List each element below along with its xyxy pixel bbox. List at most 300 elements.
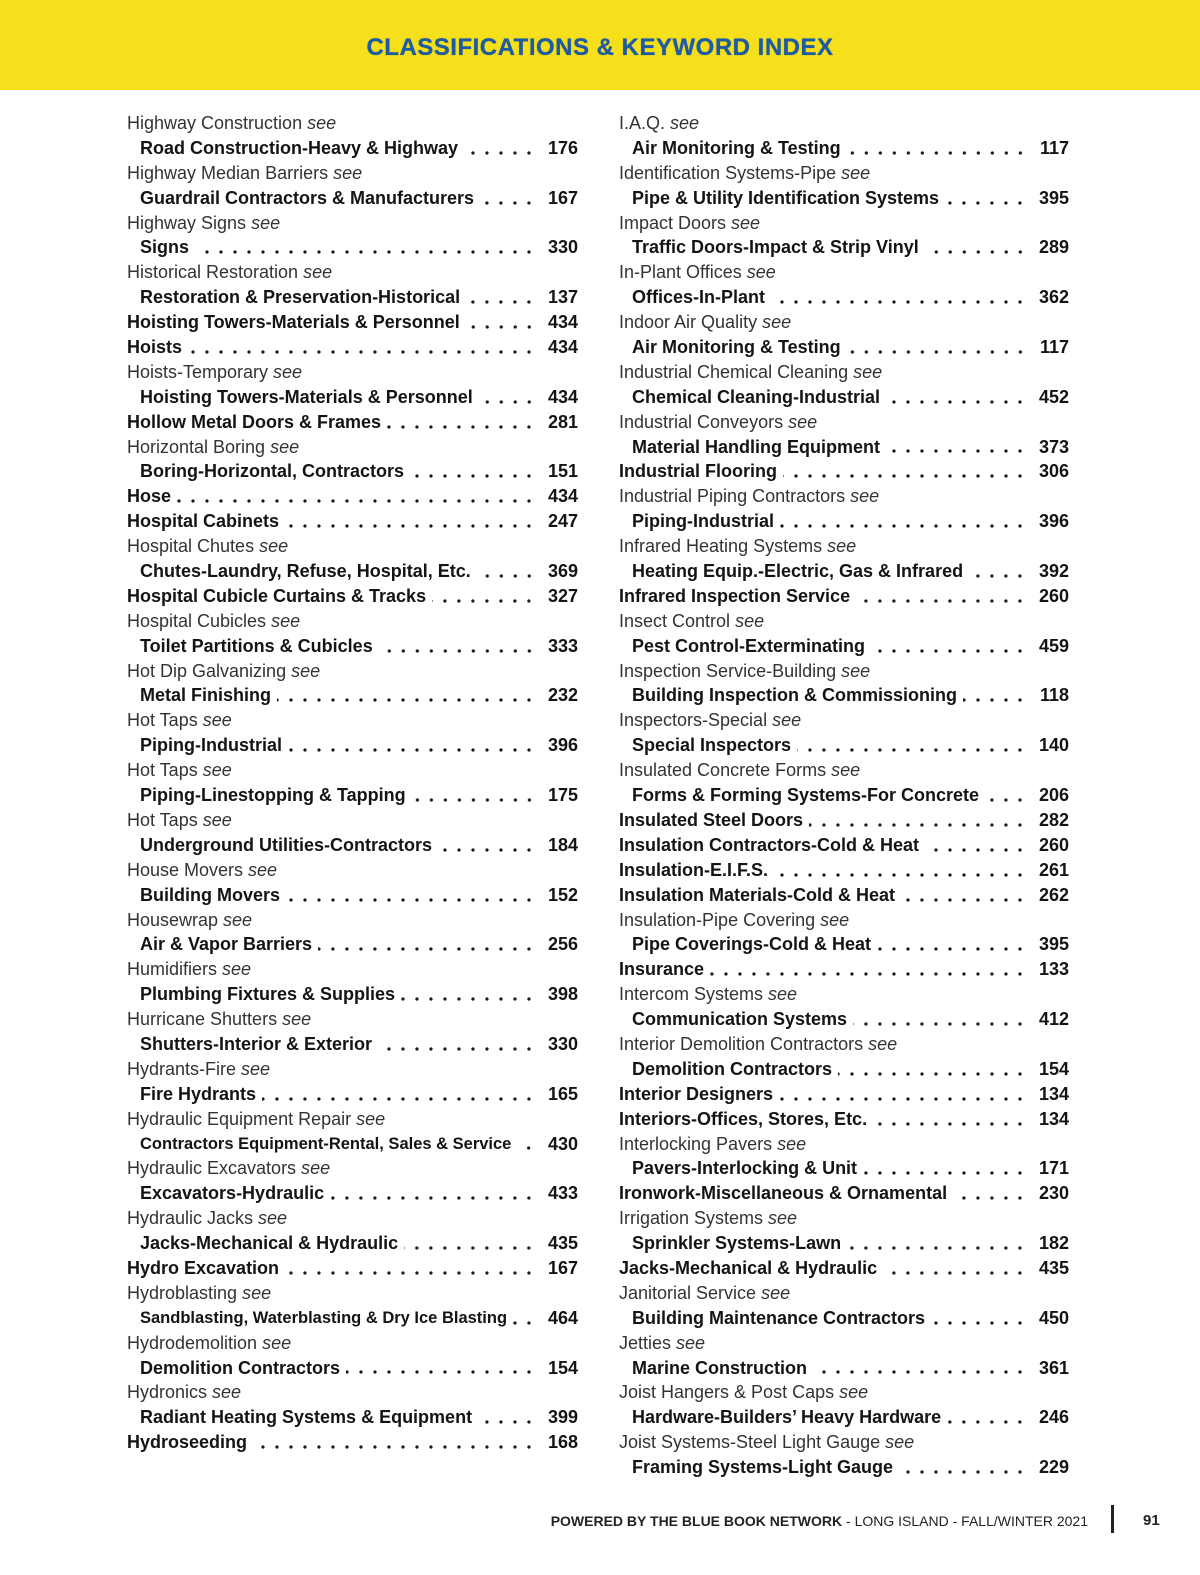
classification-subentry	[127, 982, 578, 1007]
reference-term: Hot Taps	[127, 760, 198, 781]
see-label: see	[885, 1432, 915, 1453]
dot-leader	[925, 235, 1027, 260]
page-number: 154	[1038, 1058, 1069, 1079]
reference-term: Hoists-Temporary	[127, 361, 269, 382]
see-reference	[127, 708, 578, 733]
see-reference	[619, 659, 1069, 684]
reference-term: Jetties	[619, 1332, 672, 1353]
classification-label: Infrared Inspection Service	[619, 585, 851, 606]
classification-label: Pavers-Interlocking & Unit	[632, 1158, 858, 1179]
dot-leader	[863, 1156, 1027, 1181]
see-label: see	[670, 113, 700, 133]
dot-leader	[346, 1356, 536, 1381]
see-reference	[127, 1206, 578, 1231]
classification-label: Sandblasting, Waterblasting & Dry Ice Blasting	[140, 1308, 508, 1327]
classification-entry	[619, 1256, 1069, 1281]
classification-subentry	[619, 1231, 1069, 1256]
page-number: 434	[547, 386, 578, 407]
page-number: 137	[547, 287, 578, 308]
see-label: see	[202, 809, 232, 830]
see-label: see	[676, 1332, 706, 1353]
page-number: 430	[547, 1133, 578, 1154]
classification-label: Road Construction-Heavy & Highway	[140, 137, 459, 158]
see-reference	[127, 1331, 578, 1356]
classification-subentry	[127, 1032, 578, 1057]
reference-term: Humidifiers	[127, 959, 218, 980]
dot-leader	[379, 634, 536, 659]
page-number: 399	[547, 1407, 578, 1428]
classification-label: Pipe Coverings-Cold & Heat	[632, 934, 872, 955]
classification-subentry	[127, 285, 578, 310]
reference-term: Insulated Concrete Forms	[619, 760, 827, 781]
classification-subentry	[619, 509, 1069, 534]
classification-subentry	[127, 385, 578, 410]
see-label: see	[746, 262, 776, 283]
reference-term: Highway Signs	[127, 212, 247, 233]
classification-label: Piping-Industrial	[140, 735, 282, 756]
page-number: 229	[1038, 1457, 1069, 1478]
reference-term: Identification Systems-Pipe	[619, 162, 837, 183]
dot-leader	[288, 733, 536, 758]
classification-label: Chutes-Laundry, Refuse, Hospital, Etc.	[140, 561, 471, 582]
reference-term: Insect Control	[619, 610, 731, 631]
page-number: 369	[547, 561, 578, 582]
dot-leader	[401, 982, 536, 1007]
classification-entry	[619, 883, 1069, 908]
dot-leader	[809, 808, 1027, 833]
dot-leader	[177, 484, 536, 509]
page-number: 434	[547, 337, 578, 358]
reference-term: Highway Median Barriers	[127, 162, 329, 183]
dot-leader	[847, 335, 1027, 360]
dot-leader	[886, 385, 1027, 410]
classification-label: Hoisting Towers-Materials & Personnel	[140, 386, 473, 407]
see-reference	[127, 908, 578, 933]
page-number: 361	[1038, 1357, 1069, 1378]
classification-subentry	[127, 186, 578, 211]
reference-term: Hydrants-Fire	[127, 1058, 237, 1079]
footer-divider	[1111, 1505, 1114, 1533]
classification-label: Special Inspectors	[632, 735, 792, 756]
classification-label: Offices-In-Plant	[632, 287, 766, 308]
see-reference	[619, 360, 1069, 385]
classification-label: Forms & Forming Systems-For Concrete	[632, 785, 980, 806]
see-reference	[127, 161, 578, 186]
reference-term: Horizontal Boring	[127, 436, 266, 457]
page-number: 398	[547, 984, 578, 1005]
see-label: see	[735, 610, 765, 631]
reference-term: Hospital Chutes	[127, 536, 255, 557]
footer-edition: - LONG ISLAND - FALL/WINTER 2021	[846, 1513, 1088, 1529]
page-number: 176	[547, 137, 578, 158]
see-reference	[619, 758, 1069, 783]
dot-leader	[899, 1455, 1027, 1480]
classification-subentry	[619, 385, 1069, 410]
reference-term: Industrial Conveyors	[619, 411, 784, 432]
see-reference	[619, 484, 1069, 509]
classification-subentry	[619, 1057, 1069, 1082]
dot-leader	[330, 1181, 536, 1206]
classification-label: Boring-Horizontal, Contractors	[140, 461, 404, 482]
classification-subentry	[127, 1082, 578, 1107]
classification-label: Communication Systems	[632, 1009, 848, 1030]
dot-leader	[838, 1057, 1027, 1082]
see-reference	[127, 1057, 578, 1082]
page-number: 395	[1038, 934, 1069, 955]
dot-leader	[953, 1181, 1027, 1206]
reference-term: Interior Demolition Contractors	[619, 1033, 864, 1054]
page-number: 450	[1038, 1307, 1069, 1328]
see-reference	[619, 1032, 1069, 1057]
classification-entry	[127, 1256, 578, 1281]
classification-label: Framing Systems-Light Gauge	[632, 1457, 894, 1478]
reference-term: Hydroblasting	[127, 1282, 238, 1303]
classification-label: Hollow Metal Doors & Frames	[127, 411, 382, 432]
classification-label: Underground Utilities-Contractors	[140, 834, 433, 855]
classification-label: Guardrail Contractors & Manufacturers	[140, 187, 475, 208]
classification-label: Air & Vapor Barriers	[140, 934, 313, 955]
reference-term: House Movers	[127, 859, 244, 880]
page-number: 232	[547, 685, 578, 706]
see-label: see	[259, 536, 289, 557]
classification-label: Hydro Excavation	[127, 1257, 280, 1278]
dot-leader	[464, 136, 536, 161]
see-label: see	[772, 710, 802, 731]
classification-label: Plumbing Fixtures & Supplies	[140, 984, 396, 1005]
reference-term: Hydrodemolition	[127, 1332, 258, 1353]
dot-leader	[378, 1032, 536, 1057]
dot-leader	[871, 634, 1027, 659]
page-number: 282	[1038, 809, 1069, 830]
see-label: see	[768, 1208, 798, 1229]
classification-subentry	[619, 932, 1069, 957]
classification-subentry	[127, 683, 578, 708]
reference-term: Hot Taps	[127, 809, 198, 830]
reference-term: Interlocking Pavers	[619, 1133, 773, 1154]
classification-subentry	[619, 235, 1069, 260]
see-label: see	[202, 760, 232, 781]
reference-term: Industrial Piping Contractors	[619, 486, 846, 507]
classification-subentry	[619, 559, 1069, 584]
page-number: 167	[547, 1257, 578, 1278]
see-label: see	[841, 162, 871, 183]
dot-leader	[963, 683, 1027, 708]
page-number: 434	[547, 312, 578, 333]
page-number: 152	[547, 884, 578, 905]
classification-label: Insulation Contractors-Cold & Heat	[619, 834, 920, 855]
dot-leader	[873, 1107, 1027, 1132]
classification-entry	[127, 584, 578, 609]
classification-entry	[619, 957, 1069, 982]
footer-credit	[551, 1512, 1088, 1530]
page-number: 134	[1038, 1108, 1069, 1129]
page-number: 260	[1038, 834, 1069, 855]
dot-leader	[285, 509, 536, 534]
classification-label: Interior Designers	[619, 1083, 774, 1104]
classification-entry	[619, 808, 1069, 833]
see-label: see	[258, 1208, 288, 1229]
reference-term: Housewrap	[127, 909, 219, 930]
page-number: 168	[547, 1432, 578, 1453]
see-label: see	[761, 1282, 791, 1303]
see-label: see	[831, 760, 861, 781]
page-number: 396	[547, 735, 578, 756]
see-label: see	[282, 1009, 312, 1030]
see-reference	[127, 1007, 578, 1032]
see-reference	[619, 310, 1069, 335]
dot-leader	[856, 584, 1027, 609]
dot-leader	[466, 310, 536, 335]
dot-leader	[883, 1256, 1027, 1281]
page-number: 412	[1038, 1009, 1069, 1030]
see-label: see	[853, 361, 883, 382]
see-label: see	[868, 1033, 898, 1054]
classification-entry	[619, 833, 1069, 858]
reference-term: Hot Taps	[127, 710, 198, 731]
reference-term: Hydronics	[127, 1382, 208, 1403]
see-label: see	[303, 262, 333, 283]
classification-subentry	[619, 1356, 1069, 1381]
classification-label: Building Inspection & Commissioning	[632, 685, 958, 706]
page-number: 452	[1038, 386, 1069, 407]
page-number: 171	[1038, 1158, 1069, 1179]
dot-leader	[797, 733, 1027, 758]
dot-leader	[477, 559, 536, 584]
see-reference	[127, 211, 578, 236]
see-reference	[127, 808, 578, 833]
see-reference	[619, 111, 1069, 136]
page-number: 330	[547, 1033, 578, 1054]
classification-label: Hardware-Builders’ Heavy Hardware	[632, 1407, 942, 1428]
see-label: see	[356, 1108, 386, 1129]
classification-subentry	[619, 136, 1069, 161]
see-label: see	[820, 909, 850, 930]
dot-leader	[253, 1430, 536, 1455]
see-label: see	[731, 212, 761, 233]
reference-term: I.A.Q.	[619, 113, 666, 133]
classification-subentry	[127, 1231, 578, 1256]
classification-label: Demolition Contractors	[632, 1058, 833, 1079]
reference-term: In-Plant Offices	[619, 262, 742, 283]
see-reference	[619, 982, 1069, 1007]
page-number: 327	[547, 585, 578, 606]
classification-entry	[619, 459, 1069, 484]
reference-term: Hurricane Shutters	[127, 1009, 278, 1030]
classification-label: Heating Equip.-Electric, Gas & Infrared	[632, 561, 964, 582]
see-reference	[619, 1206, 1069, 1231]
see-label: see	[273, 361, 303, 382]
see-reference	[619, 1380, 1069, 1405]
classification-label: Traffic Doors-Impact & Strip Vinyl	[632, 237, 919, 258]
see-reference	[127, 260, 578, 285]
see-reference	[619, 1331, 1069, 1356]
see-reference	[127, 609, 578, 634]
page-number: 330	[547, 237, 578, 258]
classification-label: Material Handling Equipment	[632, 436, 881, 457]
classification-subentry	[619, 1405, 1069, 1430]
page-number: 262	[1038, 884, 1069, 905]
classification-label: Pest Control-Exterminating	[632, 635, 866, 656]
page-number: 133	[1038, 959, 1069, 980]
classification-label: Jacks-Mechanical & Hydraulic	[140, 1233, 399, 1254]
classification-label: Excavators-Hydraulic	[140, 1183, 325, 1204]
classification-label: Insulation-E.I.F.S.	[619, 859, 769, 880]
reference-term: Hot Dip Galvanizing	[127, 660, 287, 681]
classification-label: Ironwork-Miscellaneous & Ornamental	[619, 1183, 948, 1204]
classification-subentry	[127, 1181, 578, 1206]
reference-term: Irrigation Systems	[619, 1208, 764, 1229]
classification-subentry	[127, 1132, 578, 1157]
dot-leader	[480, 186, 536, 211]
see-label: see	[212, 1382, 242, 1403]
page-number: 206	[1038, 785, 1069, 806]
classification-subentry	[619, 1455, 1069, 1480]
classification-label: Fire Hydrants	[140, 1083, 257, 1104]
classification-subentry	[127, 883, 578, 908]
see-reference	[619, 161, 1069, 186]
classification-label: Radiant Heating Systems & Equipment	[140, 1407, 473, 1428]
classification-subentry	[127, 459, 578, 484]
classification-subentry	[619, 285, 1069, 310]
classification-subentry	[127, 634, 578, 659]
page-number: 261	[1038, 859, 1069, 880]
classification-label: Restoration & Preservation-Historical	[140, 287, 461, 308]
see-label: see	[762, 312, 792, 333]
classification-entry	[619, 858, 1069, 883]
classification-label: Hose	[127, 486, 172, 507]
classification-subentry	[619, 1306, 1069, 1331]
dot-leader	[387, 410, 536, 435]
classification-subentry	[619, 335, 1069, 360]
classification-entry	[619, 1107, 1069, 1132]
page-number: 247	[547, 511, 578, 532]
classification-subentry	[127, 1356, 578, 1381]
see-reference	[127, 534, 578, 559]
reference-term: Highway Construction	[127, 113, 303, 133]
see-label: see	[841, 660, 871, 681]
see-label: see	[271, 610, 301, 631]
page-number: 165	[547, 1083, 578, 1104]
see-reference	[127, 858, 578, 883]
see-label: see	[291, 660, 321, 681]
classification-label: Jacks-Mechanical & Hydraulic	[619, 1257, 878, 1278]
page-number: 117	[1039, 337, 1069, 358]
reference-term: Hospital Cubicles	[127, 610, 267, 631]
dot-leader	[853, 1007, 1027, 1032]
see-reference	[619, 708, 1069, 733]
classification-entry	[127, 410, 578, 435]
see-label: see	[827, 536, 857, 557]
classification-label: Signs	[140, 237, 190, 258]
page-number: 435	[547, 1233, 578, 1254]
classification-entry	[127, 509, 578, 534]
reference-term: Joist Hangers & Post Caps	[619, 1382, 835, 1403]
dot-leader	[410, 459, 536, 484]
see-reference	[619, 260, 1069, 285]
classification-subentry	[127, 833, 578, 858]
classification-entry	[127, 310, 578, 335]
dot-leader	[412, 783, 536, 808]
classification-subentry	[127, 1405, 578, 1430]
see-reference	[619, 534, 1069, 559]
see-reference	[127, 957, 578, 982]
classification-subentry	[619, 1007, 1069, 1032]
dot-leader	[513, 1306, 536, 1331]
dot-leader	[945, 186, 1027, 211]
see-reference	[127, 1156, 578, 1181]
dot-leader	[432, 584, 536, 609]
see-label: see	[223, 909, 253, 930]
see-reference	[619, 1281, 1069, 1306]
classification-label: Building Movers	[140, 884, 281, 905]
page-number: 256	[547, 934, 578, 955]
classification-subentry	[619, 435, 1069, 460]
classification-entry	[619, 584, 1069, 609]
reference-term: Hydraulic Excavators	[127, 1158, 297, 1179]
classification-label: Marine Construction	[632, 1357, 808, 1378]
classification-label: Contractors Equipment-Rental, Sales & Service	[140, 1134, 512, 1153]
page-number: 281	[547, 411, 578, 432]
classification-entry	[127, 1430, 578, 1455]
dot-leader	[318, 932, 536, 957]
reference-term: Hydraulic Jacks	[127, 1208, 254, 1229]
reference-term: Intercom Systems	[619, 984, 764, 1005]
classification-subentry	[127, 733, 578, 758]
see-label: see	[242, 1282, 272, 1303]
classification-label: Hoisting Towers-Materials & Personnel	[127, 312, 460, 333]
classification-subentry	[619, 186, 1069, 211]
see-label: see	[262, 1332, 292, 1353]
classification-label: Hydroseeding	[127, 1432, 248, 1453]
classification-label: Chemical Cleaning-Industrial	[632, 386, 881, 407]
dot-leader	[901, 883, 1027, 908]
dot-leader	[286, 883, 536, 908]
page-number: 134	[1038, 1083, 1069, 1104]
see-label: see	[251, 212, 281, 233]
page-number: 246	[1038, 1407, 1069, 1428]
see-reference	[127, 435, 578, 460]
dot-leader	[813, 1356, 1027, 1381]
classification-entry	[127, 335, 578, 360]
classification-label: Insulation Materials-Cold & Heat	[619, 884, 896, 905]
dot-leader	[877, 932, 1027, 957]
dot-leader	[925, 833, 1027, 858]
classification-subentry	[127, 235, 578, 260]
see-reference	[127, 360, 578, 385]
dot-leader	[947, 1405, 1027, 1430]
classification-label: Piping-Linestopping & Tapping	[140, 785, 406, 806]
classification-label: Air Monitoring & Testing	[632, 337, 841, 358]
page-number: 433	[547, 1183, 578, 1204]
classification-label: Piping-Industrial	[632, 511, 774, 532]
see-reference	[127, 659, 578, 684]
see-label: see	[333, 162, 363, 183]
classification-label: Hospital Cubicle Curtains & Tracks	[127, 585, 427, 606]
reference-term: Inspection Service-Building	[619, 660, 837, 681]
see-reference	[127, 111, 578, 136]
classification-label: Sprinkler Systems-Lawn	[632, 1233, 842, 1254]
dot-leader	[931, 1306, 1027, 1331]
classification-subentry	[127, 932, 578, 957]
page-number: 151	[547, 461, 578, 482]
dot-leader	[517, 1132, 536, 1157]
dot-leader	[847, 136, 1027, 161]
classification-subentry	[619, 733, 1069, 758]
classification-subentry	[127, 136, 578, 161]
page-number: 118	[1039, 685, 1069, 706]
dot-leader	[771, 285, 1027, 310]
dot-leader	[710, 957, 1027, 982]
